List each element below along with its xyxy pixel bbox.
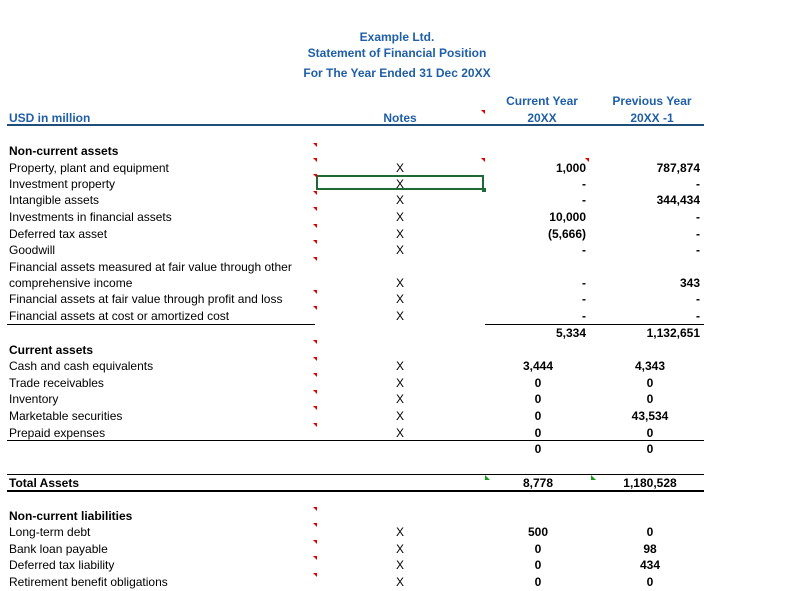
row-note[interactable]: X <box>395 392 404 406</box>
row-current[interactable]: - <box>582 292 586 306</box>
row-current[interactable]: 0 <box>534 392 542 406</box>
row-current[interactable]: 0 <box>534 558 542 572</box>
comment-marker[interactable] <box>313 507 317 511</box>
row-label: Intangible assets <box>9 193 100 207</box>
row-note[interactable]: X <box>395 359 404 373</box>
comment-marker[interactable] <box>313 207 317 211</box>
subtotal-row[interactable] <box>0 325 794 341</box>
comment-marker[interactable] <box>313 257 317 261</box>
row-label: Prepaid expenses <box>9 426 106 440</box>
row-label: Trade receivables <box>9 376 104 390</box>
table-row[interactable] <box>0 209 794 225</box>
row-note[interactable]: X <box>395 161 404 175</box>
comment-marker[interactable] <box>313 357 317 361</box>
row-current[interactable]: - <box>582 276 586 290</box>
table-row[interactable] <box>0 160 794 176</box>
row-previous[interactable]: - <box>696 243 700 257</box>
section-title: Non-current liabilities <box>9 509 133 523</box>
row-previous[interactable]: - <box>696 227 700 241</box>
row-current[interactable]: - <box>582 193 586 207</box>
comment-marker[interactable] <box>313 523 317 527</box>
row-note[interactable]: X <box>395 177 404 191</box>
row-previous[interactable]: 0 <box>646 575 654 589</box>
section-title-row <box>0 342 794 358</box>
table-row[interactable] <box>0 408 794 424</box>
row-previous[interactable]: 4,343 <box>634 359 666 373</box>
row-note[interactable]: X <box>395 409 404 423</box>
row-previous[interactable]: 98 <box>643 542 657 556</box>
table-row[interactable] <box>0 391 794 407</box>
comment-marker[interactable] <box>313 306 317 310</box>
subtotal-previous[interactable]: 0 <box>646 442 654 456</box>
comment-marker[interactable] <box>313 240 317 244</box>
subtotal-current[interactable]: 0 <box>534 442 542 456</box>
table-row[interactable] <box>0 291 794 307</box>
total-assets-label: Total Assets <box>9 476 80 490</box>
row-note[interactable]: X <box>395 292 404 306</box>
period-title: For The Year Ended 31 Dec 20XX <box>303 66 491 80</box>
notes-header: Notes <box>383 111 417 125</box>
row-label: Investment property <box>9 177 116 191</box>
total-assets-current[interactable]: 8,778 <box>522 476 554 490</box>
comment-marker[interactable] <box>585 158 589 162</box>
row-current[interactable]: 0 <box>534 426 542 440</box>
previous-year-header-line2: 20XX -1 <box>630 111 674 125</box>
section-title-row <box>0 508 794 524</box>
table-row[interactable] <box>0 425 794 441</box>
table-row[interactable] <box>0 358 794 374</box>
row-label: Investments in financial assets <box>9 210 172 224</box>
row-label: Property, plant and equipment <box>9 161 169 175</box>
row-note[interactable]: X <box>395 243 404 257</box>
total-assets-previous[interactable]: 1,180,528 <box>623 476 677 490</box>
row-note[interactable]: X <box>395 376 404 390</box>
selected-cell[interactable] <box>316 175 484 190</box>
row-current[interactable]: 0 <box>534 376 542 390</box>
subtotal-previous[interactable]: 1,132,651 <box>646 326 700 340</box>
row-previous[interactable]: 0 <box>646 525 654 539</box>
row-note[interactable]: X <box>395 542 404 556</box>
row-current[interactable]: 1,000 <box>555 161 586 175</box>
table-row[interactable] <box>0 275 794 291</box>
comment-marker[interactable] <box>313 373 317 377</box>
row-current[interactable]: (5,666) <box>547 227 586 241</box>
section-title: Current assets <box>9 343 94 357</box>
row-current[interactable]: - <box>582 243 586 257</box>
row-current[interactable]: 500 <box>527 525 549 539</box>
row-note[interactable]: X <box>395 276 404 290</box>
row-note[interactable]: X <box>395 227 404 241</box>
error-indicator[interactable] <box>485 475 490 480</box>
row-label: Financial assets at cost or amortized cost <box>9 309 230 323</box>
comment-marker[interactable] <box>313 158 317 162</box>
row-label: Financial assets at fair value through profit and loss <box>9 292 283 306</box>
fill-handle[interactable] <box>482 188 486 192</box>
comment-marker[interactable] <box>313 290 317 294</box>
section-title-row <box>0 143 794 159</box>
row-previous[interactable]: 787,874 <box>656 161 700 175</box>
row-current[interactable]: 0 <box>534 409 542 423</box>
comment-marker[interactable] <box>481 158 485 162</box>
previous-year-header-line1: Previous Year <box>612 94 692 108</box>
error-indicator[interactable] <box>591 475 596 480</box>
comment-marker[interactable] <box>313 191 317 195</box>
total-bottom-line <box>7 490 704 492</box>
row-label: Cash and cash equivalents <box>9 359 154 373</box>
row-label: Deferred tax asset <box>9 227 108 241</box>
comment-marker[interactable] <box>481 110 485 114</box>
table-row[interactable] <box>0 192 794 208</box>
row-label: Long-term debt <box>9 525 91 539</box>
row-current[interactable]: - <box>582 309 586 323</box>
comment-marker[interactable] <box>313 390 317 394</box>
row-label: comprehensive income <box>9 276 133 290</box>
row-current[interactable]: - <box>582 177 586 191</box>
row-current[interactable]: 3,444 <box>522 359 554 373</box>
table-row[interactable] <box>0 524 794 540</box>
comment-marker[interactable] <box>313 174 317 178</box>
row-note[interactable]: X <box>395 210 404 224</box>
comment-marker[interactable] <box>313 423 317 427</box>
row-current[interactable]: 10,000 <box>549 210 586 224</box>
table-row[interactable] <box>0 226 794 242</box>
row-label: Inventory <box>9 392 59 406</box>
table-row[interactable] <box>0 557 794 573</box>
company-name: Example Ltd. <box>359 30 435 44</box>
row-label: Retirement benefit obligations <box>9 575 168 589</box>
row-previous[interactable]: 343 <box>679 276 700 290</box>
row-previous[interactable]: - <box>696 309 700 323</box>
row-previous[interactable]: - <box>696 292 700 306</box>
header-underline <box>7 124 704 126</box>
row-note[interactable]: X <box>395 575 404 589</box>
current-year-header-line1: Current Year <box>506 94 578 108</box>
total-assets-row[interactable] <box>0 475 794 491</box>
row-label: Financial assets measured at fair value through other <box>9 260 292 274</box>
row-note[interactable]: X <box>395 193 404 207</box>
table-row[interactable] <box>0 574 794 590</box>
row-label: Marketable securities <box>9 409 123 423</box>
comment-marker[interactable] <box>313 340 317 344</box>
table-row[interactable] <box>0 375 794 391</box>
row-previous[interactable]: 0 <box>646 392 654 406</box>
row-note[interactable]: X <box>395 558 404 572</box>
table-row[interactable] <box>0 259 794 275</box>
row-current[interactable]: 0 <box>534 575 542 589</box>
table-row[interactable] <box>0 308 794 324</box>
row-note[interactable]: X <box>395 426 404 440</box>
row-note[interactable]: X <box>395 525 404 539</box>
row-previous[interactable]: 0 <box>646 376 654 390</box>
subtotal-current[interactable]: 5,334 <box>555 326 586 340</box>
row-previous[interactable]: - <box>696 210 700 224</box>
subtotal-row[interactable] <box>0 441 794 457</box>
statement-title: Statement of Financial Position <box>307 46 487 60</box>
row-label: Bank loan payable <box>9 542 108 556</box>
row-previous[interactable]: 43,534 <box>631 409 669 423</box>
row-previous[interactable]: 0 <box>646 426 654 440</box>
row-previous[interactable]: - <box>696 177 700 191</box>
currency-label: USD in million <box>9 111 91 125</box>
row-note[interactable]: X <box>395 309 404 323</box>
row-previous[interactable]: 344,434 <box>656 193 700 207</box>
row-label: Deferred tax liability <box>9 558 115 572</box>
comment-marker[interactable] <box>313 556 317 560</box>
row-current[interactable]: 0 <box>534 542 542 556</box>
table-row[interactable] <box>0 541 794 557</box>
section-title: Non-current assets <box>9 144 119 158</box>
row-label: Goodwill <box>9 243 56 257</box>
comment-marker[interactable] <box>313 224 317 228</box>
comment-marker[interactable] <box>313 406 317 410</box>
current-year-header-line2: 20XX <box>527 111 557 125</box>
comment-marker[interactable] <box>313 573 317 577</box>
table-row[interactable] <box>0 242 794 258</box>
comment-marker[interactable] <box>313 540 317 544</box>
comment-marker[interactable] <box>313 143 317 147</box>
row-previous[interactable]: 434 <box>639 558 661 572</box>
